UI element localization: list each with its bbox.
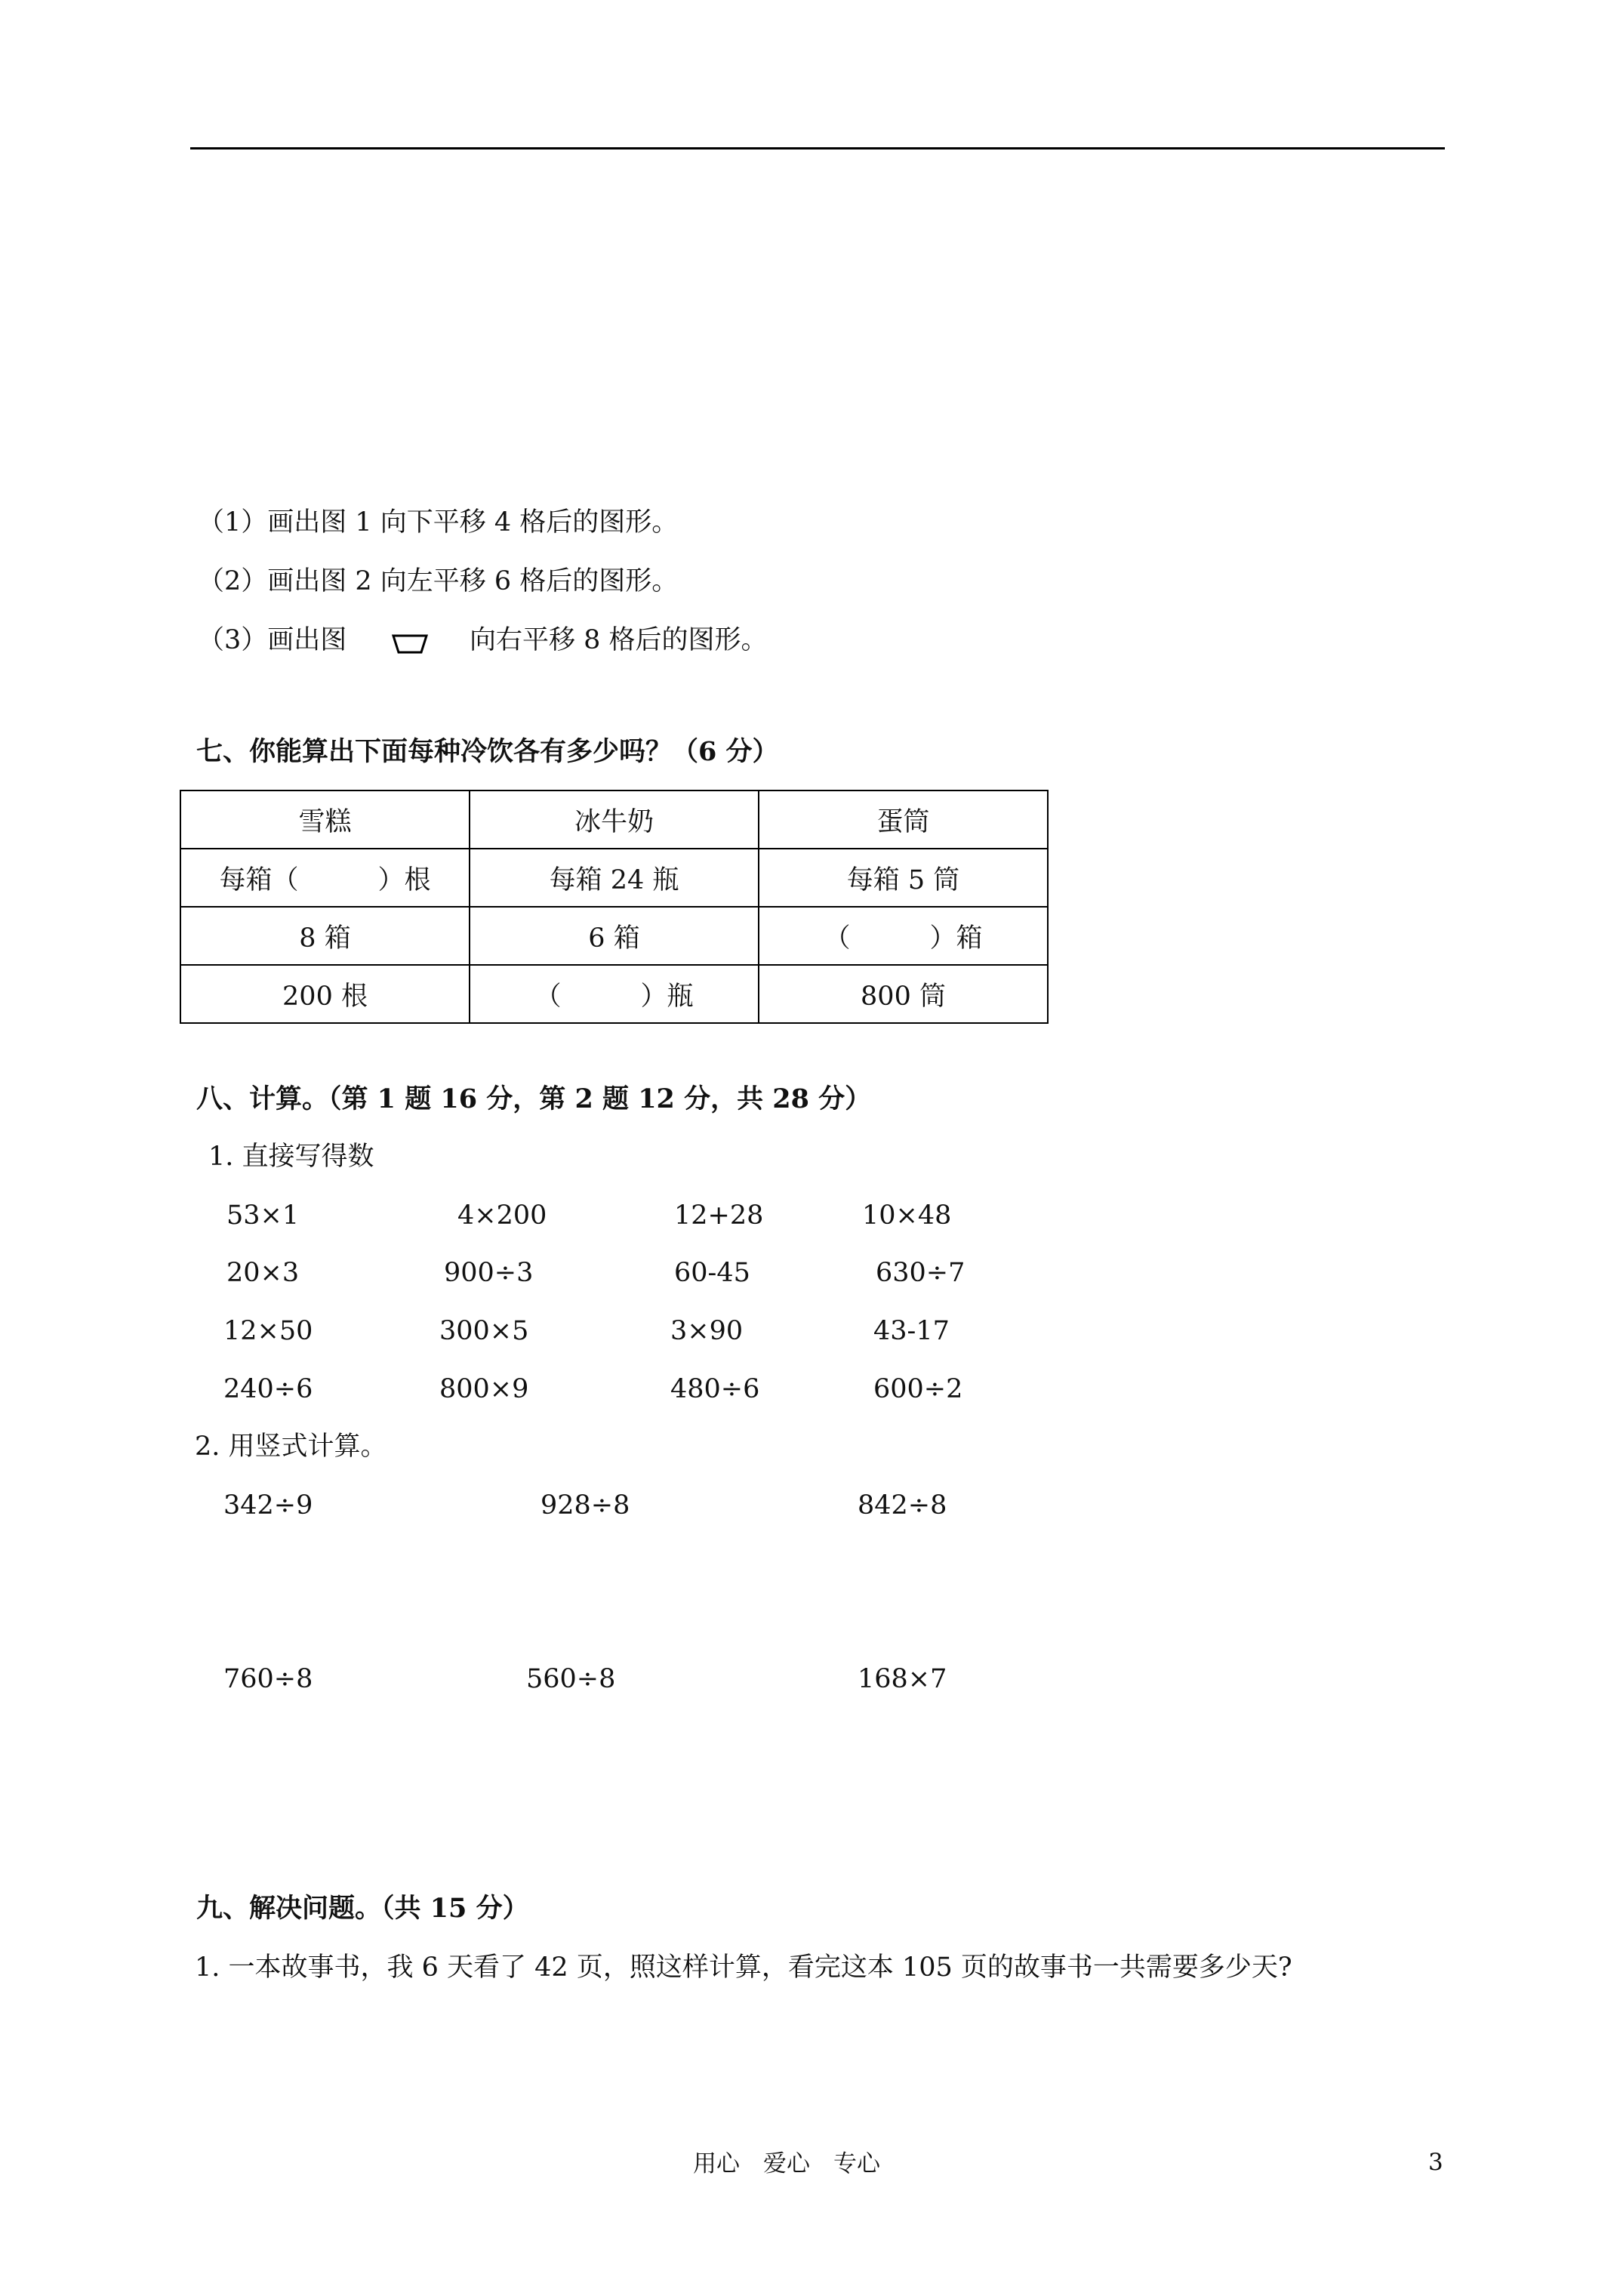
oral-item: 600÷2 — [873, 1374, 963, 1404]
part1-title: 1. 直接写得数 — [208, 1142, 374, 1172]
table-cell: 6 箱 — [470, 907, 759, 965]
oral-item: 12×50 — [223, 1316, 313, 1346]
vertical-item: 928÷8 — [540, 1490, 630, 1521]
oral-item: 53×1 — [226, 1200, 300, 1231]
section8-title: 八、计算。（第 1 题 16 分，第 2 题 12 分，共 28 分） — [196, 1083, 872, 1114]
table-cell: 每箱 5 筒 — [759, 849, 1048, 907]
table-cell: 每箱 24 瓶 — [470, 849, 759, 907]
section7-title: 七、你能算出下面每种冷饮各有多少吗？（6 分） — [196, 736, 779, 767]
table-cell: 雪糕 — [180, 791, 470, 849]
oral-item: 300×5 — [439, 1316, 529, 1346]
oral-item: 60-45 — [674, 1258, 750, 1288]
vertical-item: 560÷8 — [526, 1664, 616, 1694]
table-cell: 冰牛奶 — [470, 791, 759, 849]
vertical-item: 760÷8 — [223, 1664, 313, 1694]
table-cell: 800 筒 — [759, 965, 1048, 1023]
instruction-3 — [198, 624, 346, 657]
table-cell: 200 根 — [180, 965, 470, 1023]
oral-item: 4×200 — [457, 1200, 547, 1231]
cold-drinks-table — [180, 790, 1049, 1024]
table-row — [180, 791, 1048, 849]
table-row — [180, 849, 1048, 907]
instruction-2: （2）画出图 2 向左平移 6 格后的图形。 — [198, 566, 679, 596]
instruction-1: （1）画出图 1 向下平移 4 格后的图形。 — [198, 507, 679, 538]
table-cell: 每箱（ ）根 — [180, 849, 470, 907]
oral-item: 10×48 — [862, 1200, 952, 1231]
table-row — [180, 907, 1048, 965]
table-cell: （ ）瓶 — [470, 965, 759, 1023]
table-row — [180, 965, 1048, 1023]
vertical-item: 168×7 — [858, 1664, 947, 1694]
table-cell: 蛋筒 — [759, 791, 1048, 849]
oral-item: 43-17 — [873, 1316, 950, 1346]
section9-title: 九、解决问题。（共 15 分） — [196, 1893, 529, 1924]
vertical-item: 842÷8 — [858, 1490, 947, 1521]
oral-item: 800×9 — [439, 1374, 529, 1404]
oral-item: 3×90 — [670, 1316, 744, 1346]
trapezoid-icon — [391, 633, 429, 655]
oral-item: 12+28 — [674, 1200, 764, 1231]
instruction-3-after: 向右平移 8 格后的图形。 — [470, 625, 768, 655]
oral-item: 480÷6 — [670, 1374, 760, 1404]
oral-item: 20×3 — [226, 1258, 300, 1288]
header-rule — [190, 147, 1445, 149]
oral-item: 630÷7 — [876, 1258, 965, 1288]
table-cell: 8 箱 — [180, 907, 470, 965]
instruction-3-before: （3）画出图 — [198, 625, 347, 655]
vertical-item: 342÷9 — [223, 1490, 313, 1521]
page-number: 3 — [1428, 2149, 1443, 2176]
table-cell: （ ）箱 — [759, 907, 1048, 965]
part2-title: 2. 用竖式计算。 — [195, 1432, 387, 1462]
oral-item: 900÷3 — [444, 1258, 534, 1288]
footer-motto: 用心 爱心 专心 — [693, 2150, 880, 2177]
question-1: 1. 一本故事书，我 6 天看了 42 页，照这样计算，看完这本 105 页的故事书一共需要多少天? — [195, 1952, 1292, 1983]
oral-item: 240÷6 — [223, 1374, 313, 1404]
